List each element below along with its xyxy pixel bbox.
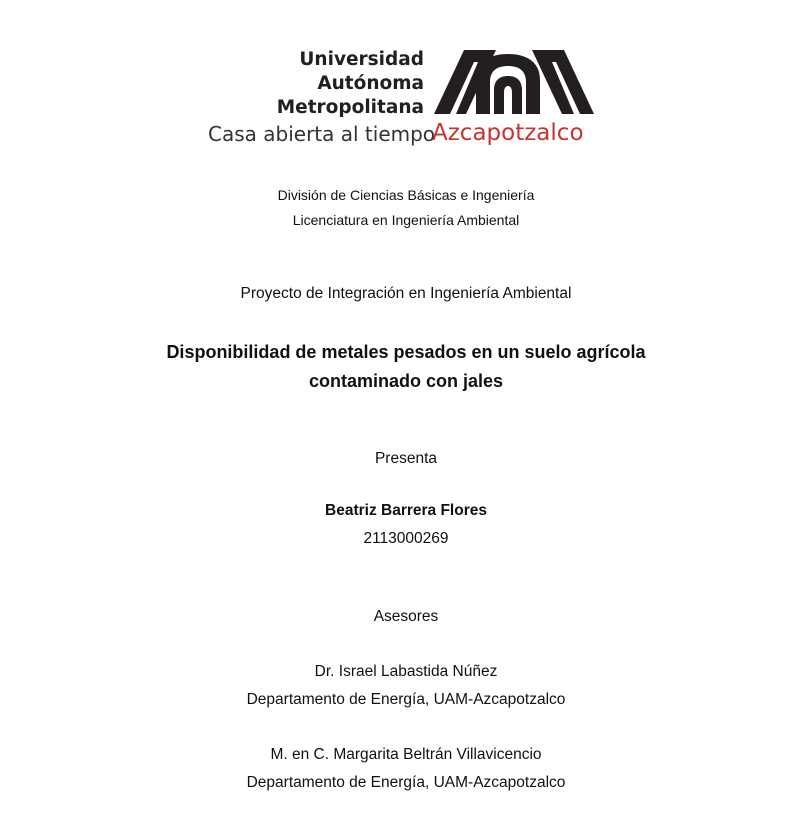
division-text: División de Ciencias Básicas e Ingeniería [277,187,535,203]
logo-slogan: Casa abierta al tiempo [208,122,436,146]
logo-campus: Azcapotzalco [432,120,584,146]
advisor-name: Dr. Israel Labastida Núñez [314,663,498,680]
advisor-department: Departamento de Energía, UAM-Azcapotzalco [246,691,566,708]
logo-name-line: Autónoma [317,73,424,94]
advisors-label: Asesores [373,608,439,625]
logo-name-line: Universidad [299,49,424,70]
thesis-title-line-1: Disponibilidad de metales pesados en un suelo agrícola [166,342,646,362]
degree-text: Licenciatura en Ingeniería Ambiental [292,212,520,228]
thesis-title-line-2: contaminado con jales [308,371,504,391]
presenta-label: Presenta [374,450,438,467]
uam-symbol-icon [434,50,594,116]
logo-name-line: Metropolitana [276,97,424,118]
logo-wordmark [206,48,424,120]
university-logo [206,30,604,164]
presenter-name: Beatriz Barrera Flores [325,502,487,519]
project-type: Proyecto de Integración en Ingeniería Ambiental [240,285,572,302]
advisor-name: M. en C. Margarita Beltrán Villavicencio [270,746,542,763]
advisor-department: Departamento de Energía, UAM-Azcapotzalco [246,774,566,791]
presenter-id: 2113000269 [363,530,449,547]
